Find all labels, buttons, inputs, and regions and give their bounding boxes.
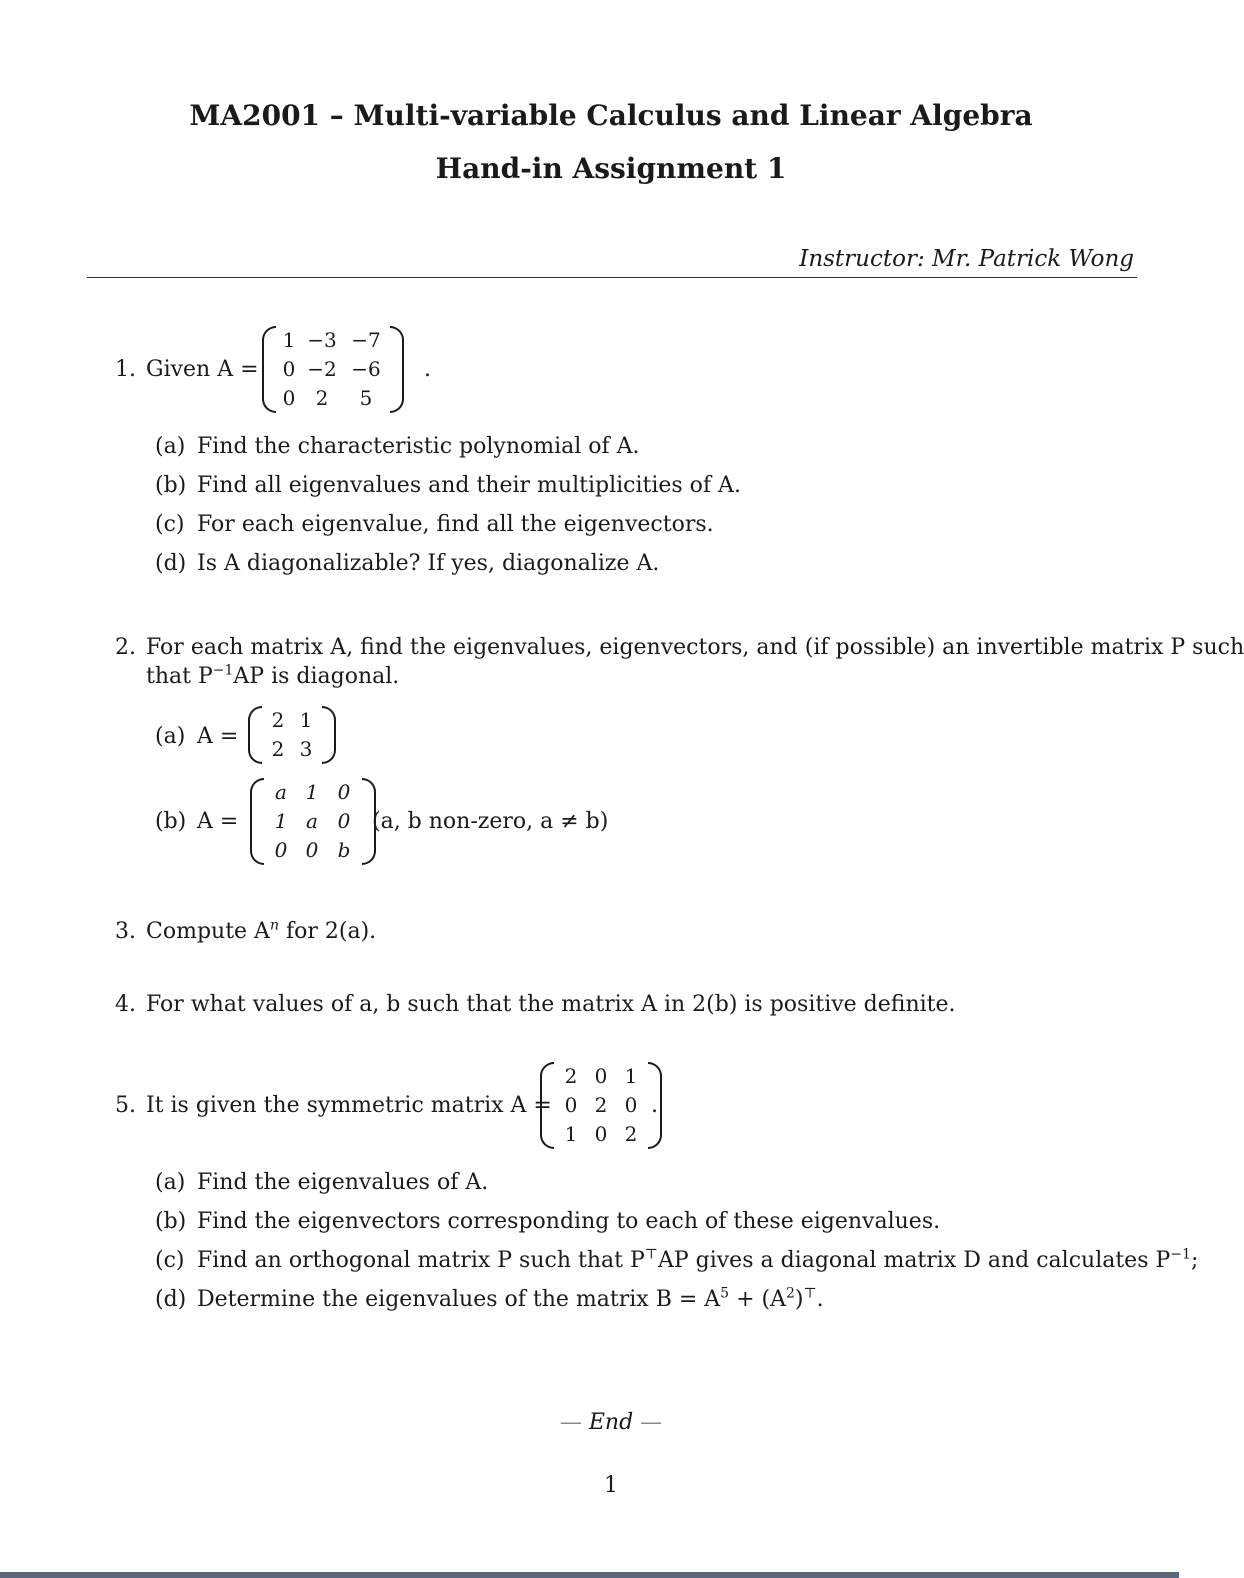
q3-number: 3.	[115, 919, 136, 944]
course-title: MA2001 – Multi-variable Calculus and Linear Algebra	[189, 99, 1033, 132]
q2b-matrix-cell: 1	[274, 809, 288, 833]
q2b-matrix-cell: b	[337, 838, 351, 862]
q5-period: .	[651, 1093, 658, 1118]
q2a-matrix-cell: 2	[271, 708, 285, 732]
q2b-matrix-cell: 0	[337, 780, 351, 804]
page-number: 1	[604, 1473, 618, 1498]
q1-matrix	[262, 326, 404, 413]
q5c-label: (c)	[155, 1248, 185, 1273]
q1-part-text: Is A diagonalizable? If yes, diagonalize A.	[197, 551, 660, 576]
q2b-matrix	[250, 778, 376, 865]
q2b-matrix-cell: 1	[305, 780, 319, 804]
q2a-matrix-cell: 2	[271, 737, 285, 761]
q1-number: 1.	[115, 357, 136, 382]
q5-matrix-cell: 1	[564, 1122, 578, 1146]
q5-matrix-cell: 0	[594, 1122, 608, 1146]
q5d-text: Determine the eigenvalues of the matrix $B = A^5 + (A^2)^⊤$.	[197, 1285, 824, 1312]
q1-matrix-cell: 0	[282, 386, 296, 410]
q5b-text: Find the eigenvectors corresponding to each of these eigenvalues.	[197, 1209, 941, 1234]
q2b-matrix-cell: a	[275, 780, 287, 804]
assignment-title: Hand-in Assignment 1	[435, 152, 787, 185]
header-rule	[87, 277, 1137, 278]
q5d-label: (d)	[155, 1287, 187, 1312]
q5a-label: (a)	[155, 1170, 186, 1195]
q1-lead: Given A =	[146, 357, 259, 382]
q1-part-text: Find all eigenvalues and their multiplicities of A.	[197, 473, 741, 498]
q3-text: Compute $A^n$ for 2(a).	[146, 917, 377, 944]
q2a-matrix-cell: 1	[299, 708, 313, 732]
q1-part-label: (a)	[155, 434, 186, 459]
q1-matrix-cell: −7	[351, 328, 381, 352]
q1-matrix-cell: 5	[359, 386, 373, 410]
q1-matrix-cell: −6	[351, 357, 381, 381]
q5-lead: It is given the symmetric matrix A =	[146, 1093, 552, 1118]
q5-matrix-cell: 0	[594, 1064, 608, 1088]
q1-matrix-cell: 2	[315, 386, 329, 410]
q5-matrix-cell: 2	[594, 1093, 608, 1117]
q4-text: For what values of a, b such that the matrix A in 2(b) is positive definite.	[146, 992, 956, 1017]
q2a-lead: A =	[197, 724, 239, 749]
q1-part-text: For each eigenvalue, find all the eigenvectors.	[197, 512, 714, 537]
q2-line1: For each matrix A, find the eigenvalues, eigenvectors, and (if possible) an invertible matrix P such	[146, 635, 1244, 660]
q1-matrix-cell: −2	[307, 357, 337, 381]
q1-part-label: (c)	[155, 512, 185, 537]
q2a-label: (a)	[155, 724, 186, 749]
q2b-lead: A =	[197, 809, 239, 834]
q1-part-label: (d)	[155, 551, 187, 576]
q2-line2: that $P^{-1}AP$ is diagonal.	[146, 662, 400, 689]
q2-number: 2.	[115, 635, 136, 660]
q5-matrix-cell: 2	[564, 1064, 578, 1088]
q2b-label: (b)	[155, 809, 187, 834]
bottom-bar	[0, 1572, 1179, 1578]
q1-matrix-cell: 1	[282, 328, 296, 352]
q5-matrix-cell: 1	[624, 1064, 638, 1088]
instructor-name: Instructor: Mr. Patrick Wong	[799, 246, 1134, 272]
q5-matrix-cell: 2	[624, 1122, 638, 1146]
q5-matrix-cell: 0	[624, 1093, 638, 1117]
q2b-matrix-cell: 0	[305, 838, 319, 862]
q1-part-label: (b)	[155, 473, 187, 498]
end-marker: — End —	[559, 1410, 663, 1435]
q1-matrix-cell: 0	[282, 357, 296, 381]
q1-part-text: Find the characteristic polynomial of A.	[197, 434, 640, 459]
q5b-label: (b)	[155, 1209, 187, 1234]
q5-number: 5.	[115, 1093, 136, 1118]
q2b-matrix-cell: a	[306, 809, 318, 833]
q5-matrix-cell: 0	[564, 1093, 578, 1117]
q2b-note: (a, b non-zero, a ≠ b)	[372, 809, 609, 834]
q5c-text: Find an orthogonal matrix P such that P⊤AP gives a diagonal matrix D and calculates $P^{-1}$;	[197, 1246, 1199, 1273]
q4-number: 4.	[115, 992, 136, 1017]
q1-period: .	[424, 357, 431, 382]
q1-matrix-cell: −3	[307, 328, 337, 352]
q2b-matrix-cell: 0	[337, 809, 351, 833]
q2b-matrix-cell: 0	[274, 838, 288, 862]
q5-matrix	[540, 1062, 662, 1149]
q5a-text: Find the eigenvalues of A.	[197, 1170, 489, 1195]
q2a-matrix-cell: 3	[299, 737, 313, 761]
q2a-matrix	[248, 706, 336, 764]
